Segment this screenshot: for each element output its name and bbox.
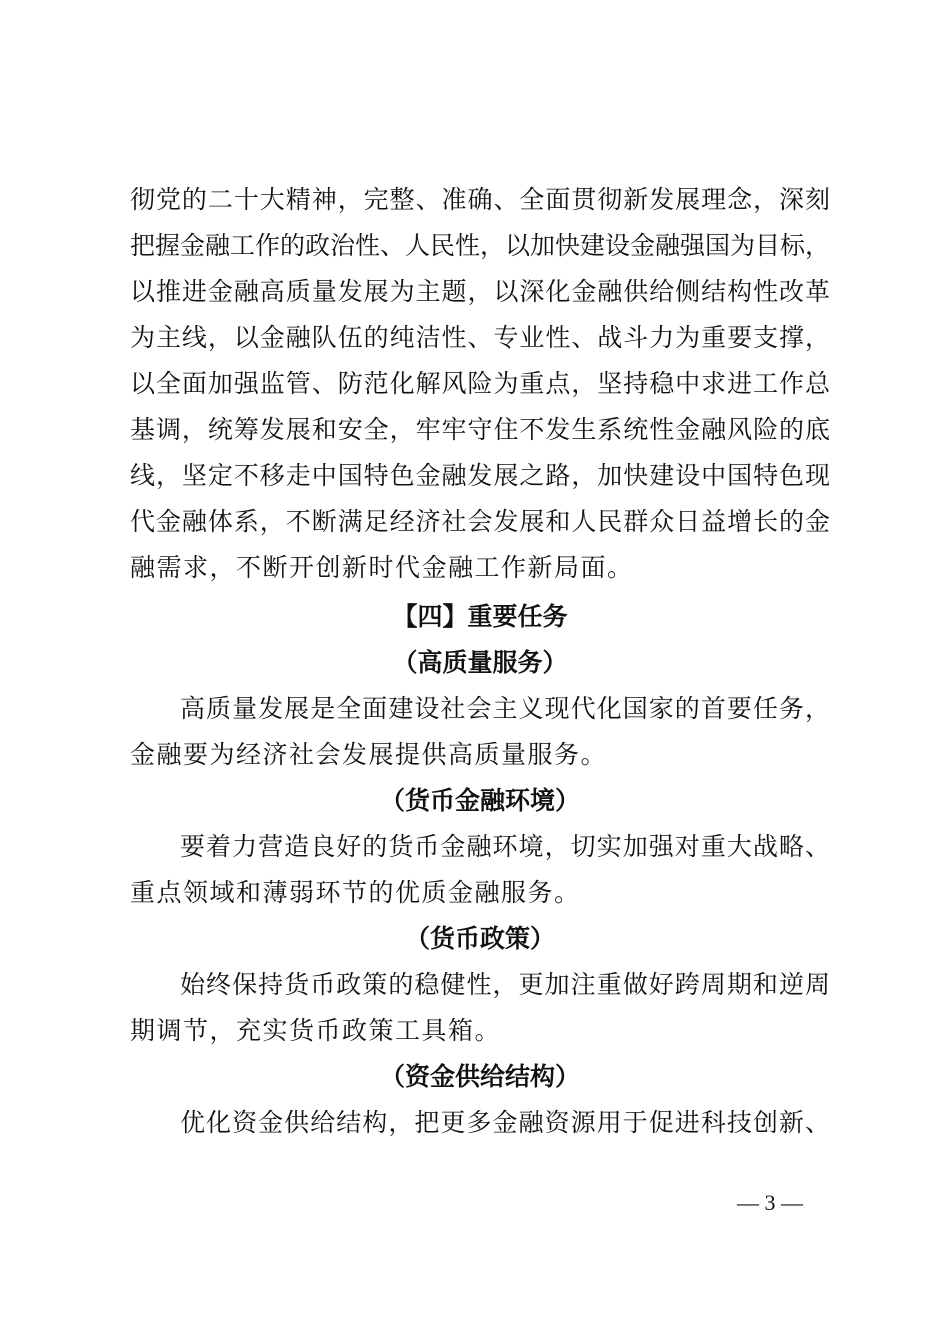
paragraph-line: 高质量发展是全面建设社会主义现代化国家的首要任务， bbox=[180, 694, 830, 723]
paragraph-line: 重点领域和薄弱环节的优质金融服务。 bbox=[130, 878, 581, 907]
paragraph-line: 彻党的二十大精神，完整、准确、全面贯彻新发展理念，深刻 bbox=[130, 185, 830, 214]
paragraph-line: 要着力营造良好的货币金融环境，切实加强对重大战略、 bbox=[180, 832, 830, 861]
paragraph-line: 以全面加强监管、防范化解风险为重点，坚持稳中求进工作总 bbox=[130, 369, 830, 398]
subsection-heading: （资金供给结构） bbox=[379, 1062, 580, 1091]
paragraph-line: 期调节，充实货币政策工具箱。 bbox=[130, 1016, 502, 1045]
paragraph-line: 代金融体系，不断满足经济社会发展和人民群众日益增长的金 bbox=[130, 507, 830, 536]
subsection-heading: （高质量服务） bbox=[392, 648, 568, 677]
paragraph-line: 把握金融工作的政治性、人民性，以加快建设金融强国为目标， bbox=[130, 231, 831, 260]
subsection-heading: （货币政策） bbox=[404, 924, 555, 953]
page-number: — 3 — bbox=[737, 1190, 803, 1215]
paragraph-line: 线，坚定不移走中国特色金融发展之路，加快建设中国特色现 bbox=[130, 461, 830, 490]
paragraph-line: 优化资金供给结构，把更多金融资源用于促进科技创新、 bbox=[180, 1108, 830, 1137]
paragraph-line: 融需求，不断开创新时代金融工作新局面。 bbox=[130, 553, 634, 582]
paragraph-line: 始终保持货币政策的稳健性，更加注重做好跨周期和逆周 bbox=[180, 970, 830, 999]
paragraph-line: 为主线，以金融队伍的纯洁性、专业性、战斗力为重要支撑， bbox=[130, 323, 830, 352]
paragraph-line: 金融要为经济社会发展提供高质量服务。 bbox=[130, 740, 608, 769]
section-title: 【四】重要任务 bbox=[392, 602, 568, 631]
paragraph-line: 以推进金融高质量发展为主题，以深化金融供给侧结构性改革 bbox=[130, 277, 830, 306]
paragraph-line: 基调，统筹发展和安全，牢牢守住不发生系统性金融风险的底 bbox=[130, 415, 830, 444]
subsection-heading: （货币金融环境） bbox=[379, 786, 580, 815]
